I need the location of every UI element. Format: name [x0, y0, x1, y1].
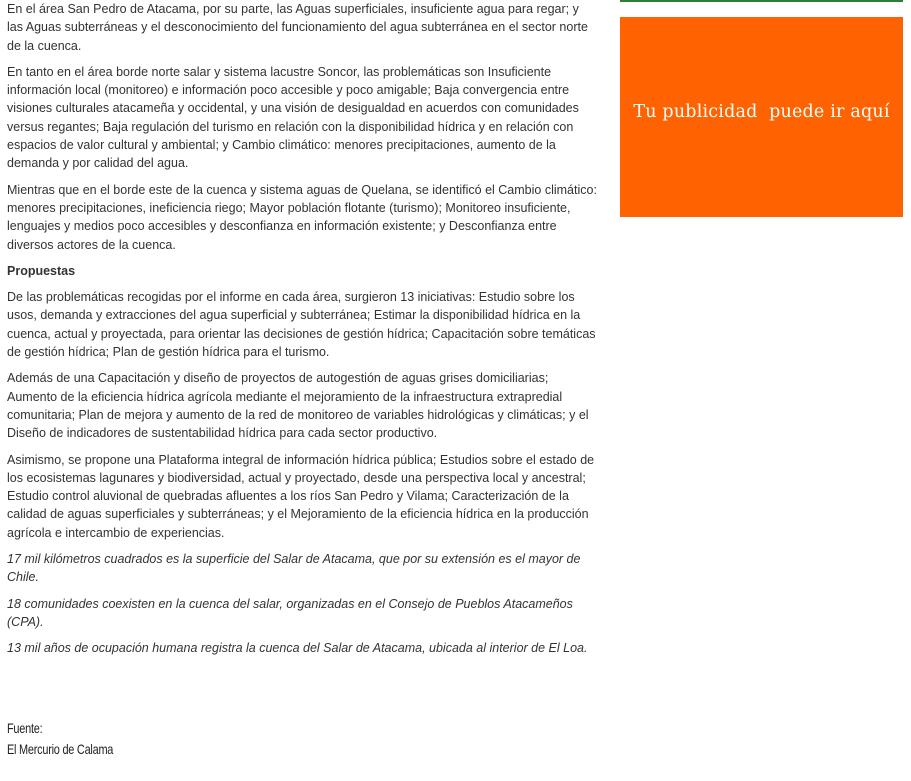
article-paragraph: En el área San Pedro de Atacama, por su parte, las Aguas superficiales, insuficiente agua para regar; y las Aguas subterráneas y el desconocimiento del funcionamiento del agua subterránea en el sector norte de la cuenca.: [7, 2, 588, 53]
proposal-paragraph: Además de una Capacitación y diseño de proyectos de autogestión de aguas grises domiciliarias; Aumento de la eficiencia hídrica agrícola mediante el mejoramiento de la infraestructura extrapredial comunitaria; Plan de mejora y aumento de la red de monitoreo de variables hidrológicas y climáticas; y el Diseño de indicadores de sustentabilidad hídrica para cada sector productivo.: [7, 371, 589, 441]
section-heading: Propuestas: [7, 263, 76, 278]
proposal-paragraph: De las problemáticas recogidas por el informe en cada área, surgieron 13 iniciativas: Estudio sobre los usos, demanda y extracciones del agua superficial y subterránea; Estimar la disponibilidad hídrica en la cuenca, actual y proyectada, para orientar las decisiones de gestión hídrica; Capacitación sobre temáticas de gestión hídrica; Plan de gestión hídrica para el turismo.: [7, 290, 596, 360]
proposal-paragraph: Asimismo, se propone una Plataforma integral de información hídrica pública; Estudios sobre el estado de los ecosistemas lagunares y biodiversidad, actual y proyectado, desde una perspectiva local y ancestral; Estudio control aluvional de quebradas afluentes a los ríos San Pedro y Vilama; Caracterización de la calidad de aguas superficiales y subterráneas; y el Mejoramiento de la eficiencia hídrica en la producción agrícola e intercambio de experiencias.: [7, 452, 595, 540]
fact-paragraph: 18 comunidades coexisten en la cuenca del salar, organizadas en el Consejo de Pueblos Atacameños (CPA).: [7, 596, 573, 629]
article-paragraph: Mientras que en el borde este de la cuenca y sistema aguas de Quelana, se identificó el Cambio climático: menores precipitaciones, ineficiencia riego; Mayor población flotante (turismo); Monitoreo insuficiente, lenguajes y medios poco accesibles y desconfianza en información existente; y Desconfianza entre diversos actores de la cuenca.: [7, 182, 597, 252]
ad-banner[interactable]: [620, 17, 903, 217]
source-label: Fuente:: [7, 720, 43, 736]
article-paragraph: En tanto en el área borde norte salar y sistema lacustre Soncor, las problemáticas son Insuficiente información local (monitoreo) e información poco accesible y poco amigable; Baja convergencia entre visiones culturales atacameña y occidental, y una visión de desigualdad en acuerdos con comunidades versus regantes; Baja regulación del turismo en relación con la disponibilidad hídrica y en relación con espacios de valor cultural y ambiental; y Cambio climático: menores precipitaciones, aumento de la demanda y por calidad del agua.: [7, 64, 579, 171]
fact-paragraph: 13 mil años de ocupación humana registra la cuenca del Salar de Atacama, ubicada al interior de El Loa.: [7, 641, 588, 656]
source-name: El Mercurio de Calama: [7, 741, 114, 757]
sidebar-divider: [620, 0, 903, 2]
source-credit: [7, 718, 113, 760]
ad-banner-text: Tu publicidad puede ir aquí: [633, 102, 890, 122]
fact-paragraph: 17 mil kilómetros cuadrados es la superficie del Salar de Atacama, que por su extensión es el mayor de Chile.: [7, 552, 581, 585]
article-body: [7, 0, 597, 666]
